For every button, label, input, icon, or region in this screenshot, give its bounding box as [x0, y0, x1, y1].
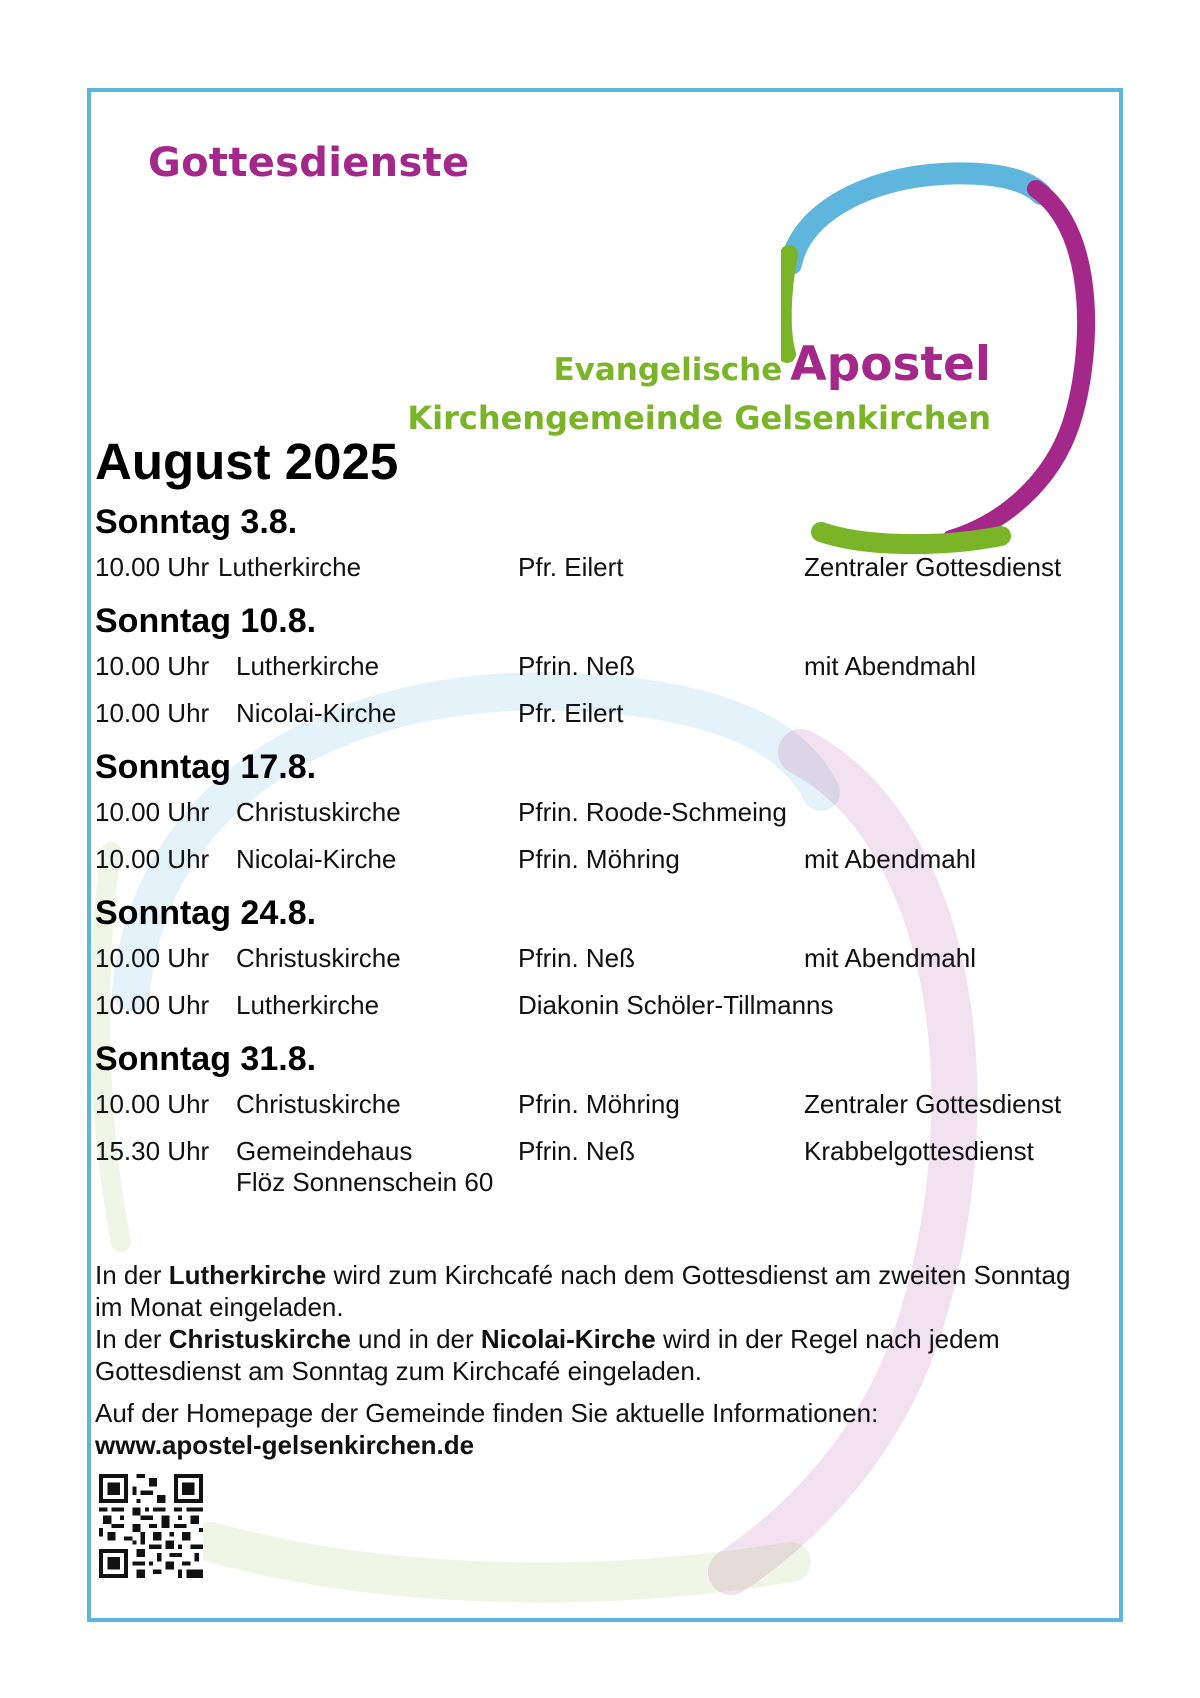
info-text: In der: [95, 1260, 169, 1290]
service-row: [95, 844, 1115, 891]
service-row: [95, 943, 1115, 990]
service-church: Lutherkirche: [218, 552, 362, 582]
service-schedule: [95, 502, 1115, 1210]
day-title: Sonntag 24.8.: [95, 894, 317, 932]
page-title: Gottesdienste: [148, 140, 470, 186]
logo-word-apostel: Apostel: [790, 337, 991, 392]
service-note: mit Abendmahl: [804, 844, 976, 874]
info-church-name: Lutherkirche: [168, 1260, 327, 1290]
poster-frame: [87, 88, 1123, 1622]
service-time: 15.30 Uhr: [95, 1136, 210, 1166]
service-row: [95, 1136, 1115, 1208]
service-church: Nicolai-Kirche: [236, 698, 397, 728]
info-paragraph-christuskirche: [95, 1323, 1105, 1387]
service-church: Christuskirche: [236, 943, 401, 973]
service-note: Zentraler Gottesdienst: [804, 1089, 1062, 1119]
day-block: [95, 601, 1115, 745]
service-row: [95, 990, 1115, 1037]
qr-code: [99, 1474, 203, 1578]
service-church-address: Flöz Sonnenschein 60: [236, 1167, 494, 1197]
service-note: mit Abendmahl: [804, 943, 976, 973]
service-pastor: Pfrin. Möhring: [518, 1089, 680, 1119]
service-note: Krabbelgottesdienst: [804, 1136, 1034, 1166]
day-block: [95, 502, 1115, 599]
info-text: wird zum Kirchcafé nach dem Gottesdienst am zweiten Sonntag im Monat eingeladen.: [95, 1260, 1071, 1322]
service-time: 10.00 Uhr: [95, 651, 210, 681]
service-time: 10.00 Uhr: [95, 698, 210, 728]
info-church-name: Christuskirche: [168, 1324, 351, 1354]
service-church: Christuskirche: [236, 1089, 401, 1119]
info-text: In der: [95, 1324, 169, 1354]
service-row: [95, 552, 1115, 599]
service-church: Lutherkirche: [236, 651, 380, 681]
day-block: [95, 1039, 1115, 1208]
day-block: [95, 747, 1115, 891]
service-note: mit Abendmahl: [804, 651, 976, 681]
info-church-name: Nicolai-Kirche: [480, 1324, 656, 1354]
logo-line-1: [91, 337, 991, 398]
info-section: [95, 1259, 1105, 1461]
month-heading: August 2025: [95, 433, 399, 490]
day-title: Sonntag 3.8.: [95, 503, 298, 541]
service-church: Lutherkirche: [236, 990, 380, 1020]
day-block: [95, 893, 1115, 1037]
service-pastor: Diakonin Schöler-Tillmanns: [518, 990, 834, 1020]
service-row: [95, 698, 1115, 745]
service-pastor: Pfrin. Neß: [518, 651, 636, 681]
service-church: Nicolai-Kirche: [236, 844, 397, 874]
service-row: [95, 797, 1115, 844]
service-pastor: Pfrin. Möhring: [518, 844, 680, 874]
day-title: Sonntag 17.8.: [95, 748, 317, 786]
homepage-link[interactable]: www.apostel-gelsenkirchen.de: [95, 1430, 475, 1460]
logo: [91, 337, 991, 438]
info-text: wird in der Regel nach jedem Gottesdienst am Sonntag zum Kirchcafé eingeladen.: [95, 1324, 1000, 1386]
service-note: Zentraler Gottesdienst: [804, 552, 1062, 582]
service-church: Gemeindehaus: [236, 1136, 413, 1166]
service-time: 10.00 Uhr: [95, 552, 210, 582]
service-time: 10.00 Uhr: [95, 990, 210, 1020]
logo-word-evangelische: Evangelische: [553, 352, 783, 388]
service-pastor: Pfrin. Neß: [518, 1136, 636, 1166]
service-time: 10.00 Uhr: [95, 844, 210, 874]
day-title: Sonntag 31.8.: [95, 1040, 317, 1078]
logo-line-2: Kirchengemeinde Gelsenkirchen: [407, 399, 991, 437]
service-time: 10.00 Uhr: [95, 1089, 210, 1119]
day-title: Sonntag 10.8.: [95, 602, 317, 640]
service-pastor: Pfr. Eilert: [518, 698, 624, 728]
info-text: und in der: [350, 1324, 481, 1354]
service-pastor: Pfrin. Neß: [518, 943, 636, 973]
info-paragraph-homepage: Auf der Homepage der Gemeinde finden Sie aktuelle Informationen:: [95, 1398, 879, 1428]
service-time: 10.00 Uhr: [95, 797, 210, 827]
service-row: [95, 651, 1115, 698]
service-pastor: Pfrin. Roode-Schmeing: [518, 797, 787, 827]
service-church: Christuskirche: [236, 797, 401, 827]
service-row: [95, 1089, 1115, 1136]
service-pastor: Pfr. Eilert: [518, 552, 624, 582]
service-time: 10.00 Uhr: [95, 943, 210, 973]
info-paragraph-lutherkirche: [95, 1259, 1105, 1323]
